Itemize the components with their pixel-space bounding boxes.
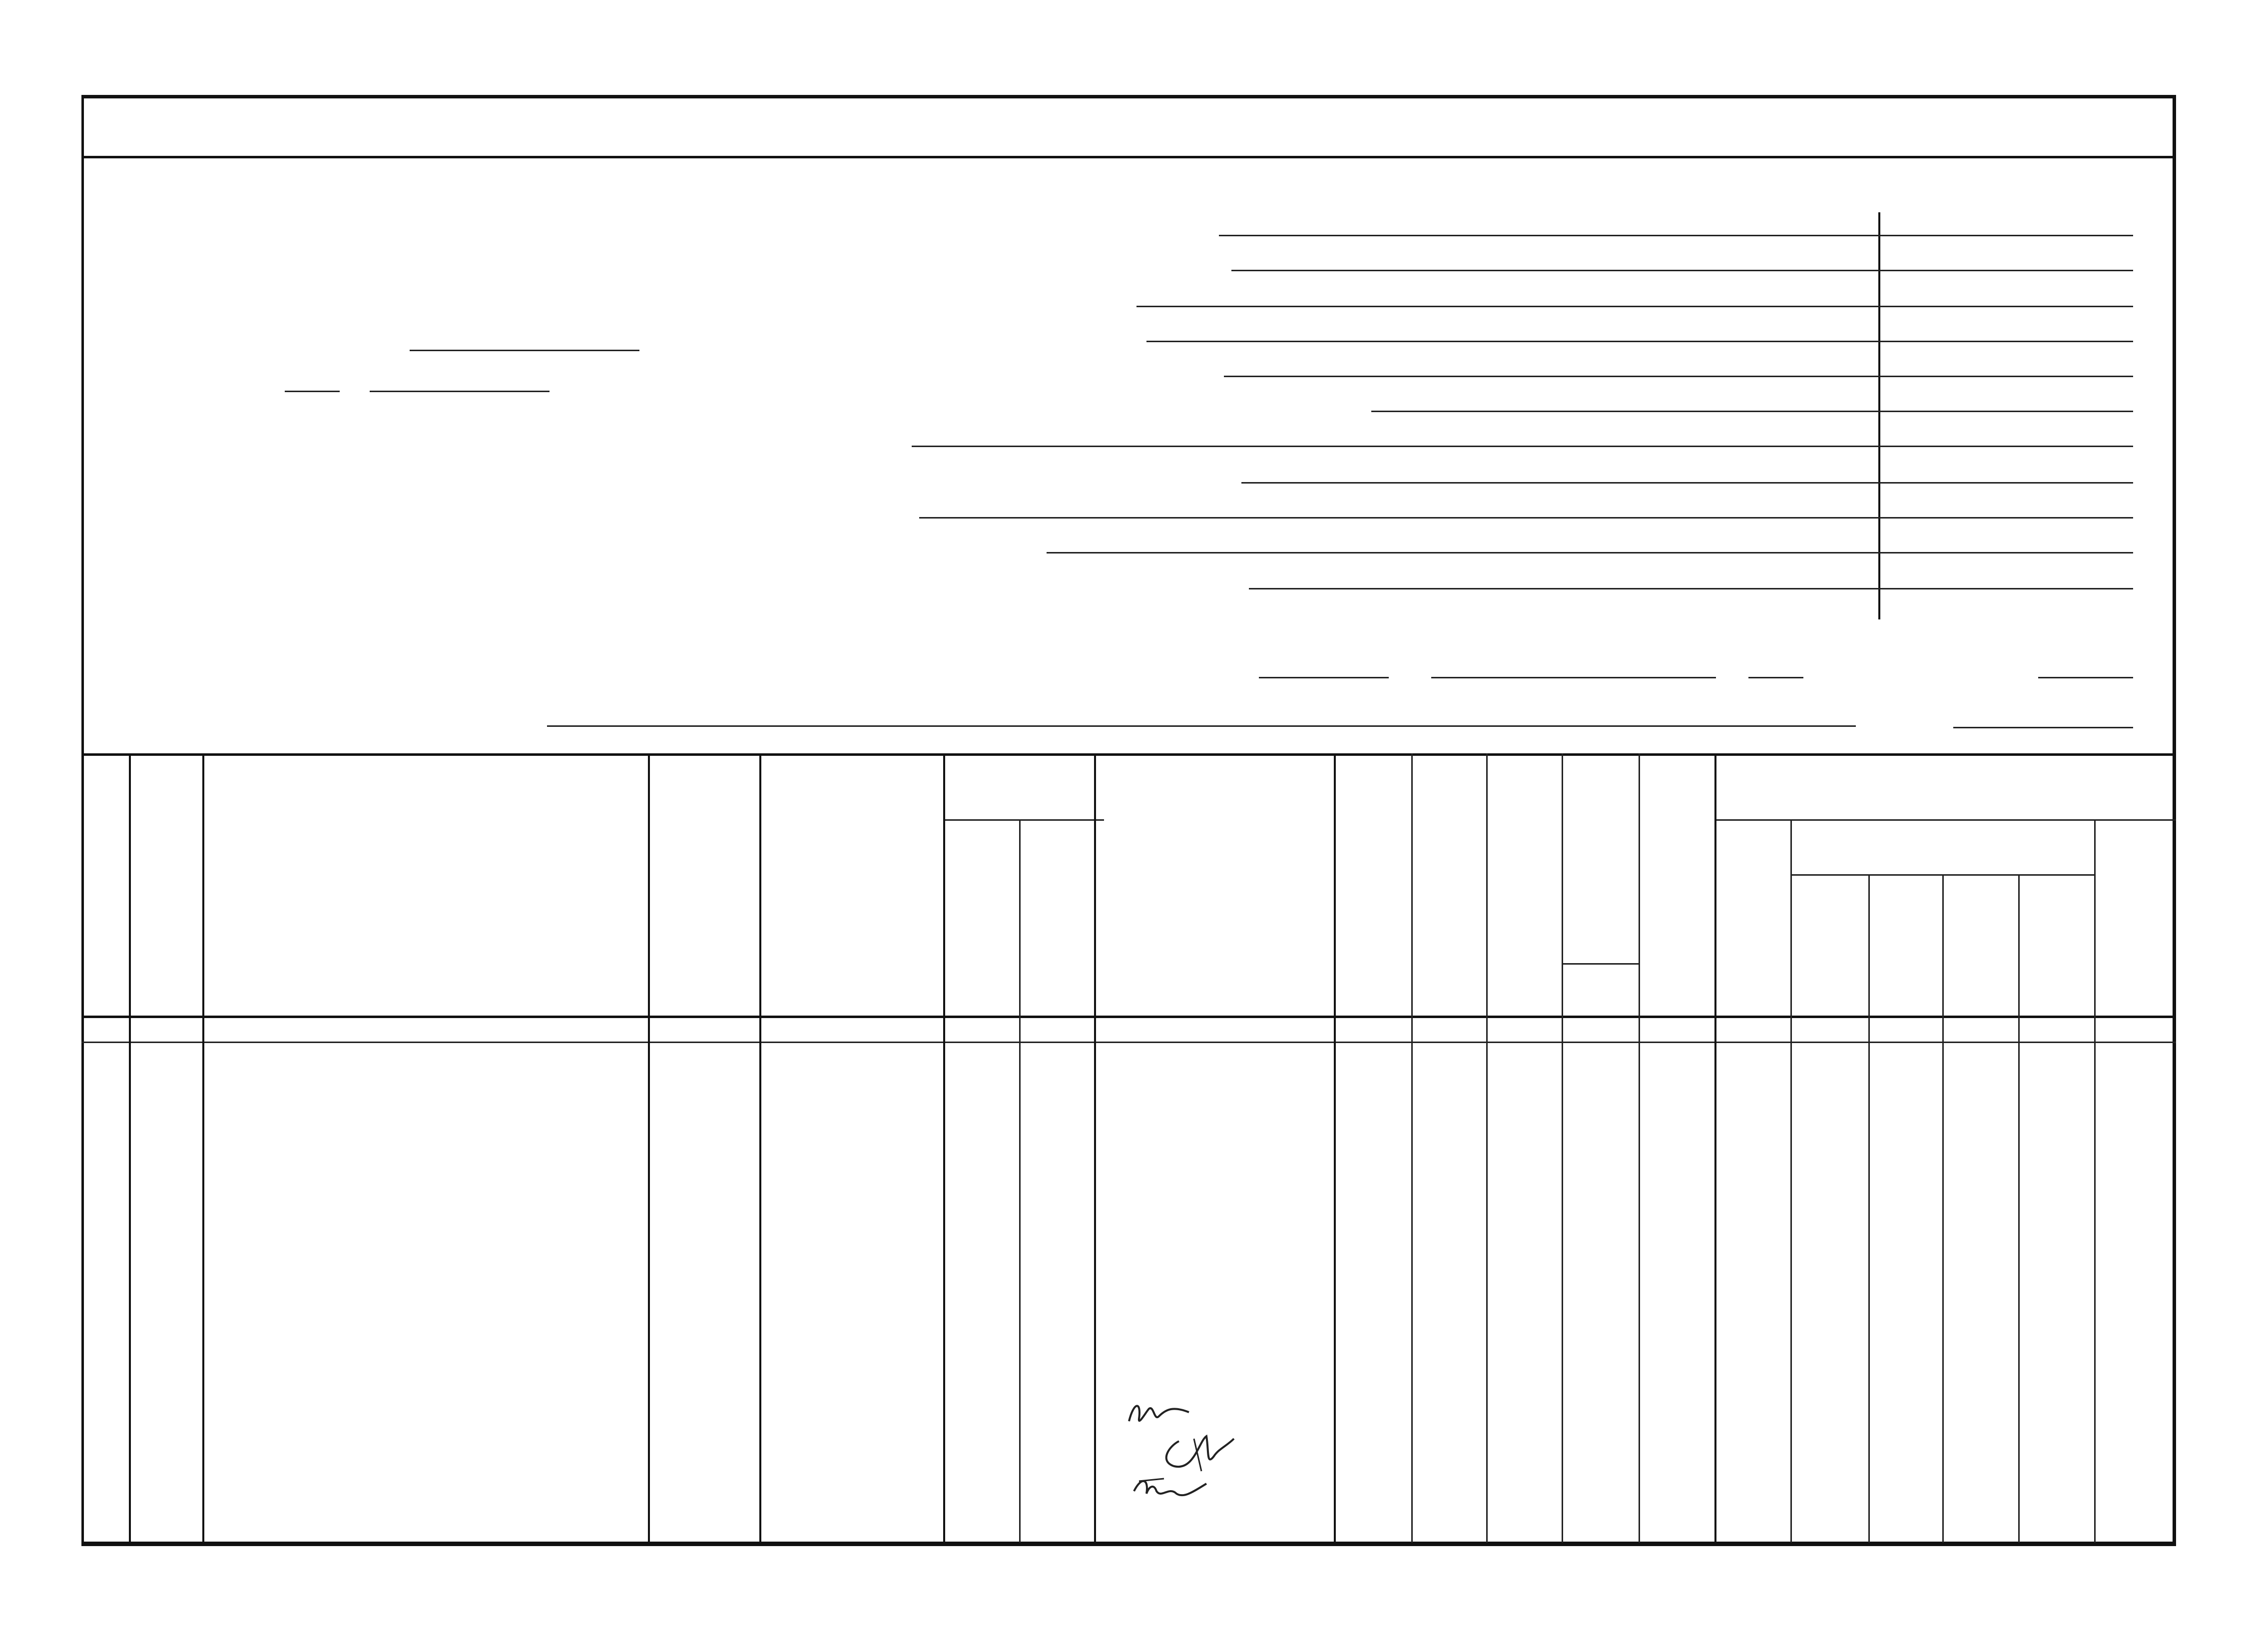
col-header-14	[1741, 899, 1766, 999]
spec-number-line	[1259, 677, 1389, 678]
date-day-line	[285, 391, 340, 392]
in-stock-line	[1562, 963, 1639, 965]
field-supply-org-line[interactable]	[1136, 306, 2133, 307]
col-header-8	[1194, 779, 1239, 999]
col-header-2	[131, 759, 199, 1009]
field-enterprise-line[interactable]	[912, 446, 2133, 447]
spec-date-line	[1431, 677, 1716, 678]
date-month-line	[370, 391, 550, 392]
col-header-4	[651, 759, 756, 1009]
spec-total-sheets-line	[2038, 677, 2133, 678]
col-line-7	[1094, 753, 1096, 1543]
table-header-bottom-line	[81, 1016, 2176, 1018]
col-header-6	[969, 829, 994, 999]
spec-for-line	[547, 725, 1856, 727]
field-main-dept-line[interactable]	[1371, 411, 2133, 412]
col-line-5	[943, 753, 945, 1543]
table-numbers-bottom-line	[81, 1042, 2176, 1043]
col-line-4	[759, 753, 761, 1543]
col-line-15	[1868, 874, 1870, 1543]
field-general-org-line[interactable]	[1219, 235, 2133, 236]
col-header-5	[787, 779, 907, 999]
field-design-org-line[interactable]	[1231, 270, 2133, 271]
field-part-line[interactable]	[1047, 552, 2133, 553]
col-line-11	[1562, 753, 1563, 1543]
header-divider	[81, 156, 2176, 158]
col-header-12	[1566, 759, 1636, 959]
col-line-1	[129, 753, 131, 1543]
col-line-13	[1714, 753, 1716, 1543]
field-object-line[interactable]	[1241, 482, 2133, 484]
col-line-9	[1411, 753, 1413, 1543]
codes-divider	[1878, 212, 1880, 619]
spec-sheet-line	[1953, 727, 2133, 728]
table-top-line	[81, 753, 2176, 756]
col-line-12	[1639, 753, 1640, 1543]
spec-year-line	[1748, 677, 1803, 678]
col-line-8	[1334, 753, 1336, 1543]
chief-signature-line	[410, 350, 639, 351]
col-header-11	[1504, 759, 1544, 999]
col-header-10	[1429, 779, 1469, 999]
col-header-9	[1354, 779, 1394, 999]
col-line-10	[1486, 753, 1488, 1543]
col-line-6	[1019, 819, 1021, 1543]
unit-group-line	[943, 819, 1104, 821]
col-line-17	[2018, 874, 2020, 1543]
col-line-18	[2094, 819, 2096, 1543]
col-line-2	[202, 753, 204, 1543]
col-line-16	[1942, 874, 1944, 1543]
field-deadline-line[interactable]	[1249, 588, 2133, 589]
col-line-14	[1790, 819, 1792, 1543]
field-gumts-line[interactable]	[919, 517, 2133, 519]
col-line-3	[648, 753, 650, 1543]
col-header-1	[95, 849, 120, 964]
col-header-13	[1644, 759, 1711, 999]
field-ministry-line[interactable]	[1224, 376, 2133, 377]
field-industry-line[interactable]	[1146, 341, 2133, 342]
handwritten-signatures	[1119, 1391, 1309, 1516]
col-header-7	[1047, 829, 1072, 999]
col-header-19	[2103, 819, 2158, 1009]
